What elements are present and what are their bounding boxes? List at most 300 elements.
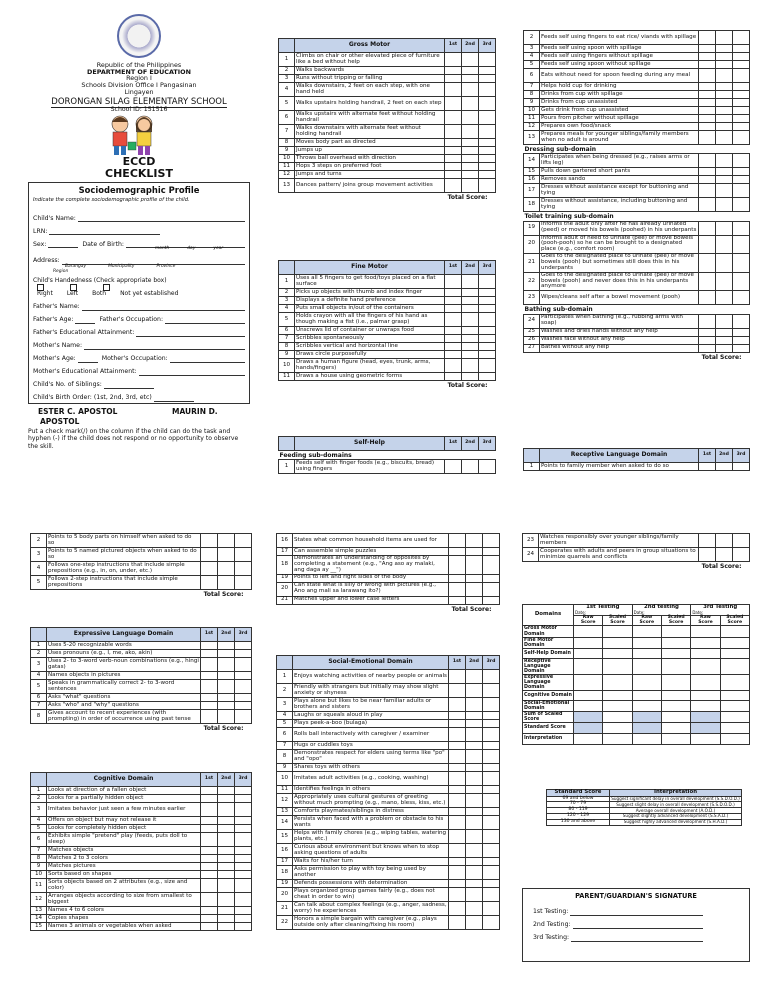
expressive-check-cell[interactable] <box>201 694 218 702</box>
cognitive-check-cell[interactable] <box>235 893 252 907</box>
fine-motor-check-cell[interactable] <box>462 289 479 297</box>
summary-score-cell[interactable] <box>632 690 661 700</box>
self-help-check-cell[interactable] <box>733 198 750 212</box>
social-check-cell[interactable] <box>466 750 483 764</box>
summary-score-cell[interactable] <box>632 674 661 690</box>
gross-motor-check-cell[interactable] <box>479 97 496 111</box>
receptive-check-cell[interactable] <box>218 576 235 590</box>
social-check-cell[interactable] <box>449 742 466 750</box>
mother-occ-field[interactable] <box>170 361 245 363</box>
social-check-cell[interactable] <box>466 728 483 742</box>
expressive-check-cell[interactable] <box>235 658 252 672</box>
social-check-cell[interactable] <box>449 902 466 916</box>
self-help-check-cell[interactable] <box>733 53 750 61</box>
fine-motor-check-cell[interactable] <box>445 327 462 335</box>
cognitive-check-cell[interactable] <box>235 803 252 817</box>
self-help-check-cell[interactable] <box>733 115 750 123</box>
receptive-check-cell[interactable] <box>235 548 252 562</box>
fine-motor-check-cell[interactable] <box>462 297 479 305</box>
self-help-check-cell[interactable] <box>699 69 716 83</box>
expressive-check-cell[interactable] <box>201 710 218 724</box>
cognitive-check-cell[interactable] <box>218 833 235 847</box>
summary-total-cell[interactable] <box>603 711 632 722</box>
summary-score-cell[interactable] <box>574 674 603 690</box>
cognitive-check-cell[interactable] <box>235 795 252 803</box>
summary-score-cell[interactable] <box>661 690 690 700</box>
self-help-check-cell[interactable] <box>716 235 733 254</box>
sig-2-field[interactable] <box>573 927 703 929</box>
social-check-cell[interactable] <box>483 764 500 772</box>
self-help-check-cell[interactable] <box>699 99 716 107</box>
summary-score-cell[interactable] <box>603 626 632 637</box>
social-check-cell[interactable] <box>483 858 500 866</box>
social-check-cell[interactable] <box>483 916 500 930</box>
receptive-check-cell[interactable] <box>235 562 252 576</box>
summary-score-cell[interactable] <box>691 637 720 648</box>
self-help-check-cell[interactable] <box>699 272 716 291</box>
summary-score-cell[interactable] <box>574 626 603 637</box>
social-check-cell[interactable] <box>483 750 500 764</box>
self-help-check-cell[interactable] <box>716 254 733 273</box>
gross-motor-check-cell[interactable] <box>462 163 479 171</box>
expressive-check-cell[interactable] <box>201 658 218 672</box>
cognitive-check-cell[interactable] <box>235 923 252 931</box>
expressive-check-cell[interactable] <box>218 642 235 650</box>
cognitive-check-cell[interactable] <box>201 893 218 907</box>
gross-motor-check-cell[interactable] <box>479 75 496 83</box>
summary-total-cell[interactable] <box>632 711 661 722</box>
gross-motor-check-cell[interactable] <box>462 111 479 125</box>
self-help-check-cell[interactable] <box>699 107 716 115</box>
self-help-check-cell[interactable] <box>479 460 496 474</box>
receptive-check-cell[interactable] <box>218 534 235 548</box>
expressive-check-cell[interactable] <box>235 680 252 694</box>
summary-score-cell[interactable] <box>720 690 749 700</box>
cognitive-check-cell[interactable] <box>483 596 500 604</box>
self-help-check-cell[interactable] <box>716 83 733 91</box>
summary-total-cell[interactable] <box>632 722 661 733</box>
self-help-check-cell[interactable] <box>733 235 750 254</box>
summary-score-cell[interactable] <box>691 658 720 674</box>
cognitive-check-cell[interactable] <box>235 879 252 893</box>
cognitive-check-cell[interactable] <box>235 787 252 795</box>
self-help-check-cell[interactable] <box>699 53 716 61</box>
self-help-check-cell[interactable] <box>716 107 733 115</box>
fine-motor-check-cell[interactable] <box>445 351 462 359</box>
social-check-cell[interactable] <box>483 888 500 902</box>
gross-motor-check-cell[interactable] <box>479 111 496 125</box>
summary-score-cell[interactable] <box>603 700 632 711</box>
summary-total-cell[interactable] <box>691 733 720 744</box>
receptive-check-cell[interactable] <box>218 548 235 562</box>
social-check-cell[interactable] <box>449 712 466 720</box>
cognitive-check-cell[interactable] <box>483 548 500 556</box>
summary-score-cell[interactable] <box>603 690 632 700</box>
social-check-cell[interactable] <box>483 698 500 712</box>
cognitive-check-cell[interactable] <box>218 787 235 795</box>
summary-score-cell[interactable] <box>603 658 632 674</box>
fine-motor-check-cell[interactable] <box>479 289 496 297</box>
mother-edu-field[interactable] <box>139 374 245 376</box>
self-help-check-cell[interactable] <box>445 460 462 474</box>
self-help-check-cell[interactable] <box>716 53 733 61</box>
siblings-field[interactable] <box>104 387 154 389</box>
social-check-cell[interactable] <box>449 880 466 888</box>
self-help-check-cell[interactable] <box>716 69 733 83</box>
expressive-check-cell[interactable] <box>201 650 218 658</box>
self-help-check-cell[interactable] <box>716 176 733 184</box>
cognitive-check-cell[interactable] <box>218 803 235 817</box>
cognitive-check-cell[interactable] <box>201 879 218 893</box>
social-check-cell[interactable] <box>449 808 466 816</box>
fine-motor-check-cell[interactable] <box>445 359 462 373</box>
social-check-cell[interactable] <box>466 902 483 916</box>
self-help-check-cell[interactable] <box>716 91 733 99</box>
child-name-field[interactable] <box>78 220 245 222</box>
summary-score-cell[interactable] <box>574 658 603 674</box>
self-help-check-cell[interactable] <box>716 328 733 336</box>
cognitive-check-cell[interactable] <box>449 574 466 582</box>
self-help-check-cell[interactable] <box>733 69 750 83</box>
summary-total-cell[interactable] <box>574 711 603 722</box>
cognitive-check-cell[interactable] <box>449 548 466 556</box>
cognitive-check-cell[interactable] <box>201 915 218 923</box>
summary-total-cell[interactable] <box>720 711 749 722</box>
summary-total-cell[interactable] <box>603 722 632 733</box>
gross-motor-check-cell[interactable] <box>445 97 462 111</box>
cognitive-check-cell[interactable] <box>218 817 235 825</box>
fine-motor-check-cell[interactable] <box>445 335 462 343</box>
father-name-field[interactable] <box>82 309 245 311</box>
self-help-check-cell[interactable] <box>733 45 750 53</box>
social-check-cell[interactable] <box>466 858 483 866</box>
self-help-check-cell[interactable] <box>733 184 750 198</box>
summary-score-cell[interactable] <box>720 648 749 658</box>
summary-score-cell[interactable] <box>632 700 661 711</box>
social-check-cell[interactable] <box>449 764 466 772</box>
expressive-check-cell[interactable] <box>218 658 235 672</box>
cognitive-check-cell[interactable] <box>449 582 466 596</box>
self-help-check-cell[interactable] <box>716 61 733 69</box>
gross-motor-check-cell[interactable] <box>445 179 462 193</box>
social-check-cell[interactable] <box>466 830 483 844</box>
cognitive-check-cell[interactable] <box>218 863 235 871</box>
gross-motor-check-cell[interactable] <box>462 97 479 111</box>
self-help-check-cell[interactable] <box>716 31 733 45</box>
self-help-check-cell[interactable] <box>699 336 716 344</box>
gross-motor-check-cell[interactable] <box>462 67 479 75</box>
social-check-cell[interactable] <box>483 728 500 742</box>
social-check-cell[interactable] <box>483 742 500 750</box>
cognitive-check-cell[interactable] <box>201 923 218 931</box>
sig-1-field[interactable] <box>570 914 703 916</box>
mother-age-field[interactable] <box>78 361 98 363</box>
receptive-check-cell[interactable] <box>699 463 716 471</box>
self-help-check-cell[interactable] <box>699 91 716 99</box>
summary-score-cell[interactable] <box>661 700 690 711</box>
cognitive-check-cell[interactable] <box>235 915 252 923</box>
social-check-cell[interactable] <box>483 720 500 728</box>
summary-score-cell[interactable] <box>691 690 720 700</box>
summary-total-cell[interactable] <box>661 722 690 733</box>
birth-order-field[interactable] <box>154 400 194 402</box>
fine-motor-check-cell[interactable] <box>445 373 462 381</box>
summary-score-cell[interactable] <box>720 700 749 711</box>
self-help-check-cell[interactable] <box>699 314 716 328</box>
self-help-check-cell[interactable] <box>733 131 750 145</box>
fine-motor-check-cell[interactable] <box>462 359 479 373</box>
social-check-cell[interactable] <box>483 712 500 720</box>
self-help-check-cell[interactable] <box>733 168 750 176</box>
social-check-cell[interactable] <box>449 772 466 786</box>
summary-score-cell[interactable] <box>720 658 749 674</box>
fine-motor-check-cell[interactable] <box>479 313 496 327</box>
summary-score-cell[interactable] <box>574 637 603 648</box>
expressive-check-cell[interactable] <box>235 702 252 710</box>
social-check-cell[interactable] <box>466 764 483 772</box>
expressive-check-cell[interactable] <box>235 642 252 650</box>
self-help-check-cell[interactable] <box>716 272 733 291</box>
social-check-cell[interactable] <box>483 866 500 880</box>
cognitive-check-cell[interactable] <box>235 833 252 847</box>
summary-total-cell[interactable] <box>632 733 661 744</box>
gross-motor-check-cell[interactable] <box>462 171 479 179</box>
cognitive-check-cell[interactable] <box>218 871 235 879</box>
summary-total-cell[interactable] <box>720 733 749 744</box>
fine-motor-check-cell[interactable] <box>462 305 479 313</box>
fine-motor-check-cell[interactable] <box>462 313 479 327</box>
summary-score-cell[interactable] <box>632 637 661 648</box>
self-help-check-cell[interactable] <box>699 115 716 123</box>
social-check-cell[interactable] <box>449 916 466 930</box>
expressive-check-cell[interactable] <box>235 650 252 658</box>
summary-total-cell[interactable] <box>661 733 690 744</box>
father-age-field[interactable] <box>75 322 95 324</box>
cognitive-check-cell[interactable] <box>201 871 218 879</box>
fine-motor-check-cell[interactable] <box>479 335 496 343</box>
summary-score-cell[interactable] <box>661 658 690 674</box>
social-check-cell[interactable] <box>466 866 483 880</box>
gross-motor-check-cell[interactable] <box>479 147 496 155</box>
summary-score-cell[interactable] <box>661 637 690 648</box>
cognitive-check-cell[interactable] <box>201 833 218 847</box>
self-help-check-cell[interactable] <box>716 221 733 235</box>
cognitive-check-cell[interactable] <box>218 847 235 855</box>
social-check-cell[interactable] <box>449 728 466 742</box>
social-check-cell[interactable] <box>449 684 466 698</box>
fine-motor-check-cell[interactable] <box>479 373 496 381</box>
cognitive-check-cell[interactable] <box>449 596 466 604</box>
dob-field[interactable] <box>126 246 245 248</box>
expressive-check-cell[interactable] <box>201 680 218 694</box>
fine-motor-check-cell[interactable] <box>479 343 496 351</box>
social-check-cell[interactable] <box>483 670 500 684</box>
expressive-check-cell[interactable] <box>218 702 235 710</box>
self-help-check-cell[interactable] <box>733 107 750 115</box>
summary-score-cell[interactable] <box>691 700 720 711</box>
gross-motor-check-cell[interactable] <box>445 75 462 83</box>
expressive-check-cell[interactable] <box>201 672 218 680</box>
social-check-cell[interactable] <box>466 816 483 830</box>
social-check-cell[interactable] <box>449 670 466 684</box>
social-check-cell[interactable] <box>699 548 716 562</box>
summary-total-cell[interactable] <box>720 722 749 733</box>
self-help-check-cell[interactable] <box>699 221 716 235</box>
gross-motor-check-cell[interactable] <box>445 155 462 163</box>
fine-motor-check-cell[interactable] <box>479 297 496 305</box>
summary-total-cell[interactable] <box>603 733 632 744</box>
self-help-check-cell[interactable] <box>716 291 733 305</box>
summary-score-cell[interactable] <box>691 626 720 637</box>
social-check-cell[interactable] <box>483 902 500 916</box>
self-help-check-cell[interactable] <box>733 336 750 344</box>
cognitive-check-cell[interactable] <box>218 879 235 893</box>
social-check-cell[interactable] <box>466 684 483 698</box>
summary-score-cell[interactable] <box>691 648 720 658</box>
social-check-cell[interactable] <box>449 786 466 794</box>
cognitive-check-cell[interactable] <box>483 534 500 548</box>
self-help-check-cell[interactable] <box>699 45 716 53</box>
self-help-check-cell[interactable] <box>699 168 716 176</box>
self-help-check-cell[interactable] <box>716 168 733 176</box>
self-help-check-cell[interactable] <box>733 272 750 291</box>
gross-motor-check-cell[interactable] <box>479 125 496 139</box>
self-help-check-cell[interactable] <box>733 123 750 131</box>
summary-score-cell[interactable] <box>603 637 632 648</box>
self-help-check-cell[interactable] <box>462 460 479 474</box>
self-help-check-cell[interactable] <box>733 254 750 273</box>
self-help-check-cell[interactable] <box>716 344 733 352</box>
self-help-check-cell[interactable] <box>699 123 716 131</box>
address-field[interactable] <box>62 263 245 265</box>
summary-total-cell[interactable] <box>574 733 603 744</box>
self-help-check-cell[interactable] <box>699 344 716 352</box>
self-help-check-cell[interactable] <box>733 154 750 168</box>
self-help-check-cell[interactable] <box>699 254 716 273</box>
gross-motor-check-cell[interactable] <box>445 163 462 171</box>
gross-motor-check-cell[interactable] <box>445 83 462 97</box>
social-check-cell[interactable] <box>466 772 483 786</box>
self-help-check-cell[interactable] <box>716 154 733 168</box>
gross-motor-check-cell[interactable] <box>462 155 479 163</box>
social-check-cell[interactable] <box>466 698 483 712</box>
cognitive-check-cell[interactable] <box>449 534 466 548</box>
gross-motor-check-cell[interactable] <box>462 147 479 155</box>
cognitive-check-cell[interactable] <box>218 915 235 923</box>
summary-score-cell[interactable] <box>632 658 661 674</box>
summary-score-cell[interactable] <box>603 648 632 658</box>
fine-motor-check-cell[interactable] <box>479 351 496 359</box>
receptive-check-cell[interactable] <box>201 576 218 590</box>
receptive-check-cell[interactable] <box>218 562 235 576</box>
social-check-cell[interactable] <box>466 670 483 684</box>
self-help-check-cell[interactable] <box>733 61 750 69</box>
cognitive-check-cell[interactable] <box>483 582 500 596</box>
cognitive-check-cell[interactable] <box>483 574 500 582</box>
cognitive-check-cell[interactable] <box>218 923 235 931</box>
self-help-check-cell[interactable] <box>699 31 716 45</box>
social-check-cell[interactable] <box>466 888 483 902</box>
expressive-check-cell[interactable] <box>201 642 218 650</box>
gross-motor-check-cell[interactable] <box>445 67 462 75</box>
lrn-field[interactable] <box>49 233 160 235</box>
self-help-check-cell[interactable] <box>733 314 750 328</box>
gross-motor-check-cell[interactable] <box>479 171 496 179</box>
gross-motor-check-cell[interactable] <box>479 83 496 97</box>
cognitive-check-cell[interactable] <box>235 863 252 871</box>
self-help-check-cell[interactable] <box>699 131 716 145</box>
social-check-cell[interactable] <box>466 794 483 808</box>
summary-total-cell[interactable] <box>574 722 603 733</box>
gross-motor-check-cell[interactable] <box>462 83 479 97</box>
expressive-check-cell[interactable] <box>235 694 252 702</box>
self-help-check-cell[interactable] <box>733 221 750 235</box>
social-check-cell[interactable] <box>466 742 483 750</box>
summary-score-cell[interactable] <box>632 626 661 637</box>
summary-score-cell[interactable] <box>661 626 690 637</box>
cognitive-check-cell[interactable] <box>235 817 252 825</box>
self-help-check-cell[interactable] <box>716 184 733 198</box>
cognitive-check-cell[interactable] <box>201 817 218 825</box>
receptive-check-cell[interactable] <box>235 534 252 548</box>
gross-motor-check-cell[interactable] <box>479 163 496 171</box>
social-check-cell[interactable] <box>716 534 733 548</box>
cognitive-check-cell[interactable] <box>218 893 235 907</box>
fine-motor-check-cell[interactable] <box>445 305 462 313</box>
fine-motor-check-cell[interactable] <box>445 313 462 327</box>
gross-motor-check-cell[interactable] <box>462 75 479 83</box>
cognitive-check-cell[interactable] <box>235 855 252 863</box>
father-edu-field[interactable] <box>136 335 245 337</box>
self-help-check-cell[interactable] <box>716 336 733 344</box>
self-help-check-cell[interactable] <box>716 45 733 53</box>
fine-motor-check-cell[interactable] <box>445 289 462 297</box>
receptive-check-cell[interactable] <box>235 576 252 590</box>
gross-motor-check-cell[interactable] <box>445 111 462 125</box>
self-help-check-cell[interactable] <box>733 328 750 336</box>
social-check-cell[interactable] <box>466 712 483 720</box>
expressive-check-cell[interactable] <box>218 650 235 658</box>
cognitive-check-cell[interactable] <box>201 825 218 833</box>
cognitive-check-cell[interactable] <box>466 596 483 604</box>
cognitive-check-cell[interactable] <box>483 556 500 575</box>
gross-motor-check-cell[interactable] <box>479 179 496 193</box>
cognitive-check-cell[interactable] <box>235 907 252 915</box>
cognitive-check-cell[interactable] <box>235 871 252 879</box>
cognitive-check-cell[interactable] <box>466 574 483 582</box>
fine-motor-check-cell[interactable] <box>445 275 462 289</box>
cognitive-check-cell[interactable] <box>235 847 252 855</box>
cognitive-check-cell[interactable] <box>201 907 218 915</box>
social-check-cell[interactable] <box>699 534 716 548</box>
self-help-check-cell[interactable] <box>699 176 716 184</box>
gross-motor-check-cell[interactable] <box>462 53 479 67</box>
social-check-cell[interactable] <box>483 772 500 786</box>
fine-motor-check-cell[interactable] <box>462 335 479 343</box>
summary-total-cell[interactable] <box>691 722 720 733</box>
social-check-cell[interactable] <box>449 794 466 808</box>
social-check-cell[interactable] <box>483 880 500 888</box>
social-check-cell[interactable] <box>466 786 483 794</box>
cognitive-check-cell[interactable] <box>466 556 483 575</box>
social-check-cell[interactable] <box>449 720 466 728</box>
father-occ-field[interactable] <box>165 322 245 324</box>
self-help-check-cell[interactable] <box>699 198 716 212</box>
self-help-check-cell[interactable] <box>733 91 750 99</box>
summary-score-cell[interactable] <box>603 674 632 690</box>
summary-total-cell[interactable] <box>691 711 720 722</box>
self-help-check-cell[interactable] <box>733 83 750 91</box>
